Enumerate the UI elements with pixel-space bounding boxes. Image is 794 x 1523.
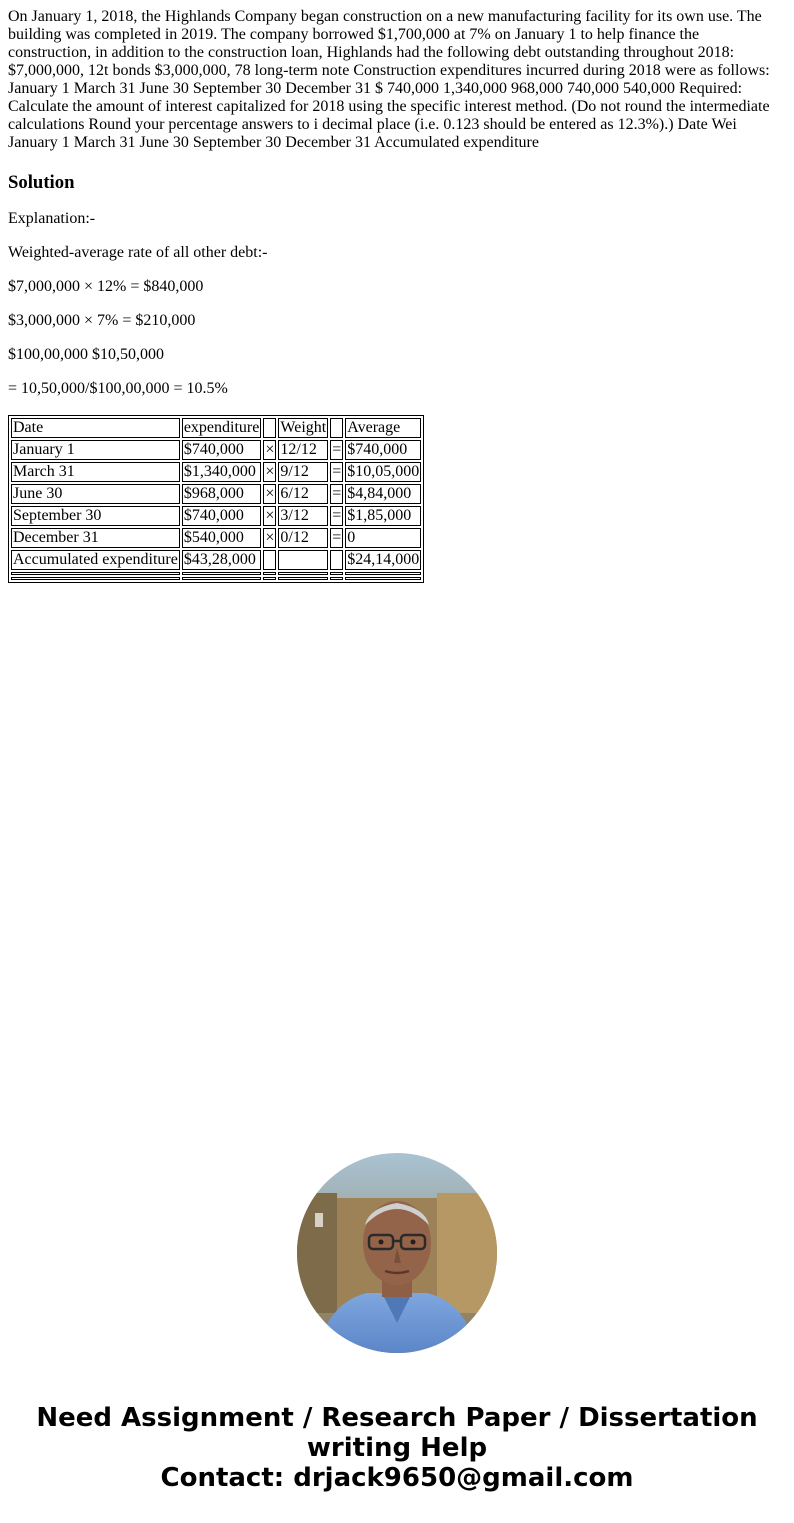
weight-cell: 12/12 xyxy=(278,440,328,460)
bond-interest-line: $7,000,000 × 12% = $840,000 xyxy=(8,278,204,295)
empty-cell xyxy=(182,577,262,580)
table-row xyxy=(11,506,421,526)
empty-cell xyxy=(345,572,421,575)
table-row xyxy=(11,550,421,570)
times-cell xyxy=(263,550,276,570)
expenditure-cell: $1,340,000 xyxy=(182,462,262,482)
date-cell: September 30 xyxy=(11,506,180,526)
rate-heading: Weighted-average rate of all other debt:- xyxy=(8,244,268,261)
date-cell: June 30 xyxy=(11,484,180,504)
table-row xyxy=(11,484,421,504)
expenditure-cell: expenditure xyxy=(183,419,260,436)
promo-line-2: writing Help xyxy=(306,1433,488,1463)
date-cell: March 31 xyxy=(11,462,180,482)
table-empty-row xyxy=(11,572,421,575)
average-cell: $740,000 xyxy=(345,440,421,460)
explanation-block xyxy=(8,210,786,414)
equals-cell: = xyxy=(332,441,342,458)
average-cell: $4,84,000 xyxy=(345,484,421,504)
empty-cell xyxy=(11,577,180,580)
empty-cell xyxy=(278,577,328,580)
empty-cell xyxy=(263,577,276,580)
times-cell: × xyxy=(265,463,275,480)
solution-heading: Solution xyxy=(8,172,75,193)
times-cell: × xyxy=(265,485,275,502)
promo-line-1: Need Assignment / Research Paper / Dissertation xyxy=(36,1403,758,1433)
date-cell: January 1 xyxy=(11,440,180,460)
average-cell: $1,85,000 xyxy=(345,506,421,526)
equals-cell xyxy=(330,418,343,438)
equals-cell: = xyxy=(332,463,342,480)
equals-cell: = xyxy=(332,529,342,546)
question-text: On January 1, 2018, the Highlands Company began construction on a new manufacturing facility for its own use. The building was completed in 2019. The company borrowed $1,700,000 at 7% on January 1 to help finance the construction, in addition to the construction loan, Highlands had the following debt outstanding throughout 2018: $7,000,000, 12t bonds $3,000,000, 78 long-term note Construction expenditures incurred during 2018 were as follows: January 1 March 31 June 30 September 30 December 31 $ 740,000 1,340,000 968,000 740,000 540,000 Required: Calculate the amount of interest capitalized for 2018 using the specific interest method. (Do not round the intermediate calculations Round your percentage answers to i decimal place (i.e. 0.123 should be entered as 12.3%).) Date Wei January 1 March 31 June 30 September 30 December 31 Accumulated expenditure xyxy=(8,8,770,151)
empty-cell xyxy=(330,572,343,575)
table-empty-row xyxy=(11,577,421,580)
average-cell: 0 xyxy=(345,528,421,548)
note-interest-line: $3,000,000 × 7% = $210,000 xyxy=(8,312,196,329)
table-row xyxy=(11,462,421,482)
expenditure-cell: $740,000 xyxy=(182,506,262,526)
weight-cell: 6/12 xyxy=(278,484,328,504)
date-cell: December 31 xyxy=(11,528,180,548)
weight-cell: 3/12 xyxy=(278,506,328,526)
expenditure-cell: $968,000 xyxy=(182,484,262,504)
table-row xyxy=(11,440,421,460)
weight-cell: 0/12 xyxy=(278,528,328,548)
empty-cell xyxy=(11,572,180,575)
weight-cell xyxy=(278,550,328,570)
times-cell: × xyxy=(265,507,275,524)
equals-cell: = xyxy=(332,485,342,502)
totals-line: $100,00,000 $10,50,000 xyxy=(8,346,164,363)
times-cell xyxy=(263,418,276,438)
expenditure-cell: $43,28,000 xyxy=(182,550,262,570)
promo-contact: Contact: drjack9650@gmail.com xyxy=(160,1463,634,1493)
explanation-label: Explanation:- xyxy=(8,210,96,227)
equals-cell: = xyxy=(332,507,342,524)
table-header-row xyxy=(11,418,421,438)
empty-cell xyxy=(263,572,276,575)
table-row xyxy=(11,528,421,548)
average-cell: $10,05,000 xyxy=(347,463,420,480)
weight-cell: Weight xyxy=(280,419,327,436)
promo-banner xyxy=(0,1403,794,1493)
rate-result-line: = 10,50,000/$100,00,000 = 10.5% xyxy=(8,380,228,397)
empty-cell xyxy=(345,577,421,580)
empty-cell xyxy=(330,577,343,580)
author-photo xyxy=(297,1153,497,1353)
equals-cell xyxy=(330,550,343,570)
empty-cell xyxy=(182,572,262,575)
document-content xyxy=(8,8,786,568)
date-cell: Date xyxy=(11,418,180,438)
average-cell: $24,14,000 xyxy=(347,551,420,568)
times-cell: × xyxy=(265,529,275,546)
weight-cell: 9/12 xyxy=(278,462,328,482)
empty-cell xyxy=(278,572,328,575)
expenditure-table xyxy=(8,415,424,583)
expenditure-cell: $740,000 xyxy=(182,440,262,460)
expenditure-cell: $540,000 xyxy=(182,528,262,548)
times-cell: × xyxy=(265,441,275,458)
author-portrait-icon xyxy=(297,1153,497,1353)
date-cell: Accumulated expenditure xyxy=(13,551,178,568)
average-cell: Average xyxy=(345,418,421,438)
